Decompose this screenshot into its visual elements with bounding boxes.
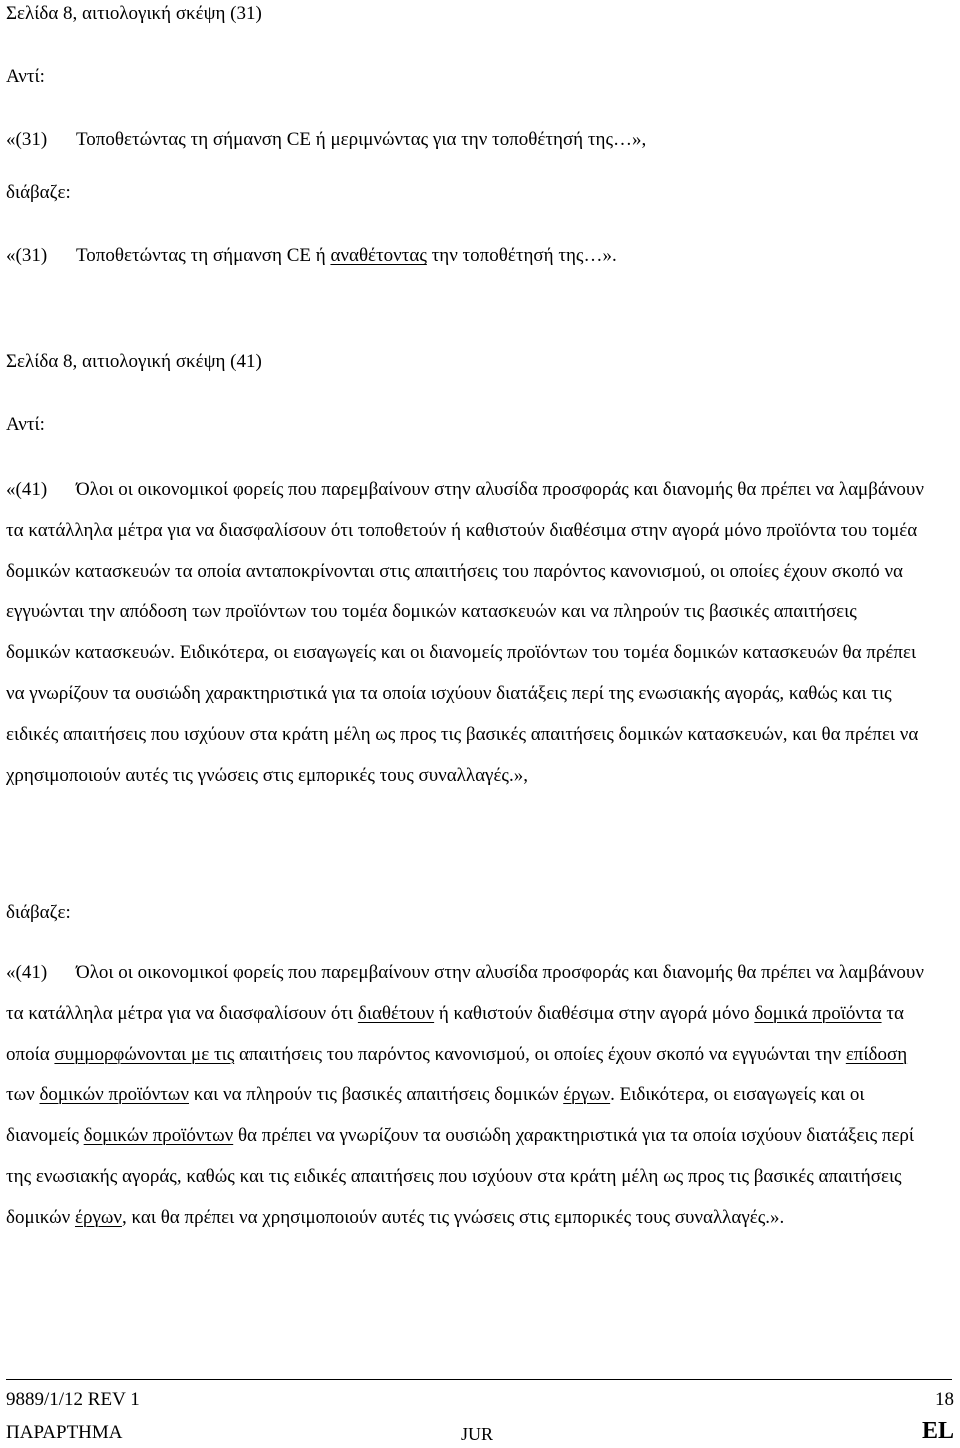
recital-ref: «(31) — [6, 245, 48, 266]
recital-ref: «(41) — [6, 479, 48, 500]
footer-service: JUR — [461, 1424, 494, 1444]
section-heading-31: Σελίδα 8, αιτιολογική σκέψη (31) — [6, 3, 262, 24]
read-label: διάβαζε: — [6, 182, 71, 203]
amended-text: συμμορφώνονται με τις — [54, 1043, 235, 1065]
recital-text: των — [6, 1084, 40, 1106]
instead-label: Αντί: — [6, 66, 45, 87]
recital-text: , και θα πρέπει να χρησιμοποιούν αυτές τις γνώσεις στις εμπορικές τους συναλλαγές.». — [121, 1206, 785, 1228]
new-text-31 — [6, 243, 617, 269]
new-text-41 — [6, 953, 924, 1239]
amended-text: δομικά προϊόντα — [754, 1002, 882, 1024]
instead-label: Αντί: — [6, 414, 45, 435]
recital-text: απαιτήσεις του παρόντος κανονισμού, οι οποίες έχουν σκοπό να εγγυώνται την — [234, 1043, 846, 1065]
amended-text: έργων — [75, 1206, 122, 1228]
amended-text: διαθέτουν — [357, 1002, 435, 1024]
recital-text: Όλοι οι οικονομικοί φορείς που παρεμβαίνουν στην αλυσίδα προσφοράς και διανομής θα πρέπει να λαμβάνουν τα κατάλληλα μέτρα για να διασφαλίσουν ότι τοποθετούν ή καθιστούν διαθέσιμα στην αγορά μόνο προϊόντα του τομέα δομικών κατασκευών τα οποία ανταποκρίνονται στις απαιτήσεις του παρόντος κανονισμού, οι οποίες έχουν σκοπό να εγγυώνται την απόδοση των προϊόντων του τομέα δομικών κατασκευών και να πληρούν τις βασικές απαιτήσεις δομικών κατασκευών. Ειδικότερα, οι εισαγωγείς και οι διανομείς προϊόντων του τομέα δομικών κατασκευών θα πρέπει να γνωρίζουν τα ουσιώδη χαρακτηριστικά για τα οποία ισχύουν διατάξεις περί της ενωσιακής αγοράς, καθώς και τις ειδικές απαιτήσεις που ισχύουν στα κράτη μέλη ως προς τις βασικές απαιτήσεις δομικών κατασκευών, και θα πρέπει να χρησιμοποιούν αυτές τις γνώσεις στις εμπορικές τους συναλλαγές.», — [6, 479, 924, 786]
old-text-31 — [6, 127, 646, 153]
footer-annex: ΠΑΡΑΡΤΗΜΑ — [6, 1422, 123, 1443]
amended-text: έργων — [563, 1084, 611, 1106]
footer-divider — [6, 1379, 952, 1380]
recital-ref: «(31) — [6, 129, 48, 150]
recital-text: ή καθιστούν διαθέσιμα στην αγορά μόνο — [434, 1002, 755, 1024]
recital-text: θα πρέπει να γνωρίζουν τα ουσιώδη χαρακτηριστικά για τα οποία ισχύουν διατάξεις περί της ενωσιακής αγοράς, καθώς και τις ειδικές απαιτήσεις που ισχύουν στα κράτη μέλη ως προς τις βασικές απαιτήσεις δομικών — [6, 1125, 915, 1228]
footer-page-number: 18 — [935, 1389, 954, 1410]
recital-text: Τοποθετώντας τη σήμανση CE ή μεριμνώντας για την τοποθέτησή της…», — [76, 129, 647, 150]
recital-text: Τοποθετώντας τη σήμανση CE ή — [76, 245, 331, 266]
footer-language: EL — [921, 1418, 954, 1444]
recital-ref: «(41) — [6, 962, 48, 983]
recital-text: και να πληρούν τις βασικές απαιτήσεις δομικών — [189, 1084, 564, 1106]
recital-text: . Ειδικότερα, οι εισαγωγείς και οι διανομείς — [6, 1084, 865, 1147]
recital-text: Όλοι οι οικονομικοί φορείς που παρεμβαίνουν στην αλυσίδα προσφοράς και διανομής θα πρέπει να λαμβάνουν τα κατάλληλα μέτρα για να διασφαλίσουν ότι — [6, 962, 924, 1024]
section-heading-41: Σελίδα 8, αιτιολογική σκέψη (41) — [6, 351, 262, 372]
footer-doc-ref: 9889/1/12 REV 1 — [6, 1389, 140, 1410]
amended-text: δομικών προϊόντων — [39, 1084, 189, 1106]
recital-text: την τοποθέτησή της…». — [426, 245, 617, 266]
recital-text: τα οποία — [6, 1002, 904, 1065]
old-text-41 — [6, 470, 924, 796]
amended-text: δομικών προϊόντων — [83, 1125, 234, 1147]
amended-text: αναθέτοντας — [330, 245, 427, 266]
read-label: διάβαζε: — [6, 902, 71, 923]
amended-text: επίδοση — [845, 1043, 908, 1065]
